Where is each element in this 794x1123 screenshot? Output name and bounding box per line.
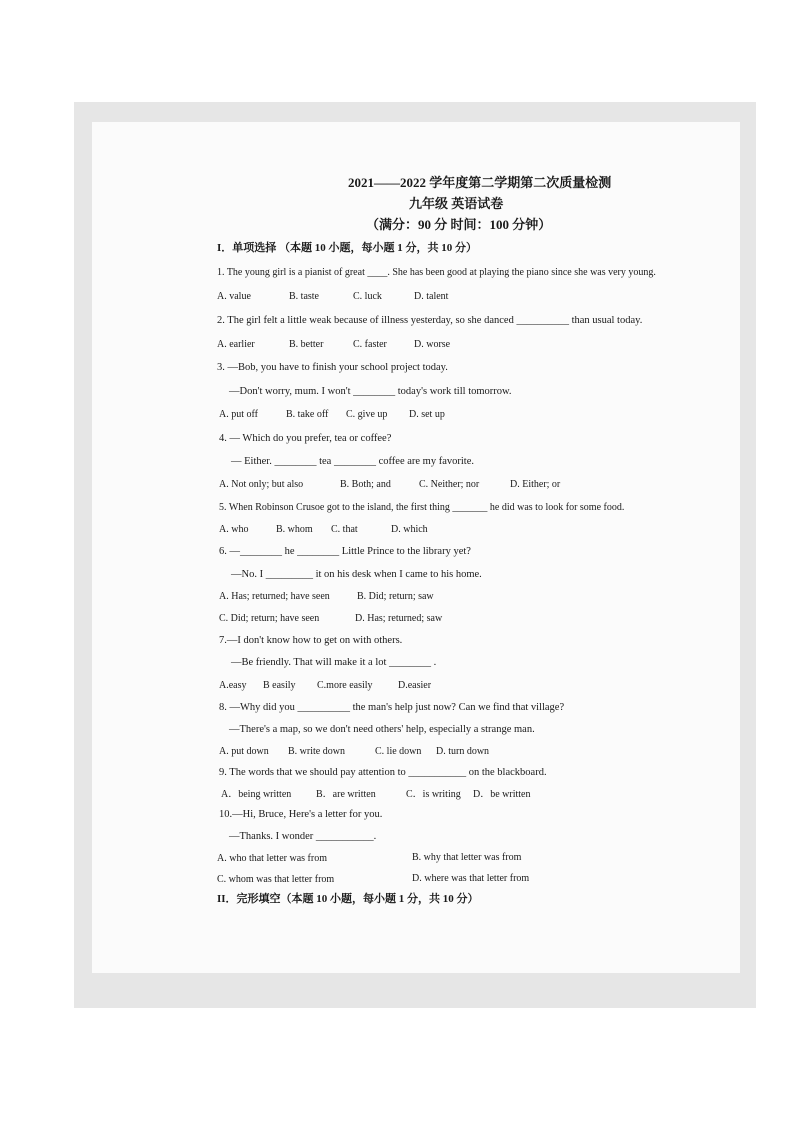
option: B. take off <box>286 409 329 420</box>
option: A. value <box>217 291 251 302</box>
option: D. which <box>391 524 428 535</box>
question-stem: —There's a map, so we don't need others' help, especially a strange man. <box>229 724 535 735</box>
option: D.easier <box>398 680 432 691</box>
option: B. write down <box>288 746 345 757</box>
option: B. why that letter was from <box>412 852 522 863</box>
option: A. put off <box>219 409 258 420</box>
option: A. Not only; but also <box>219 479 304 490</box>
option: D. Either; or <box>510 479 561 490</box>
option: A. who <box>219 524 249 535</box>
option: A. who that letter was from <box>217 853 327 864</box>
option: B. taste <box>289 291 319 302</box>
question-stem: 3. —Bob, you have to finish your school project today. <box>217 362 448 373</box>
option: C. whom was that letter from <box>217 874 335 885</box>
option: B. whom <box>276 524 313 535</box>
option: D. set up <box>409 409 445 420</box>
exam-subtitle: 九年级 英语试卷 <box>409 196 504 211</box>
section-heading: I．单项选择 （本题 10 小题，每小题 1 分，共 10 分） <box>217 242 478 254</box>
option: C. Did; return; have seen <box>219 613 320 624</box>
exam-title: 2021——2022 学年度第二学期第二次质量检测 <box>348 175 612 190</box>
option: A. earlier <box>217 339 255 350</box>
option: B. better <box>289 339 324 350</box>
question-stem: 6. —________ he ________ Little Prince to the library yet? <box>219 546 471 557</box>
option: A．being written <box>221 789 292 800</box>
question-stem: 5. When Robinson Crusoe got to the island, the first thing _______ he did was to look for some food. <box>219 502 625 513</box>
option: D. where was that letter from <box>412 873 530 884</box>
option: C. lie down <box>375 746 422 757</box>
option: D. talent <box>414 291 449 302</box>
question-stem: —No. I _________ it on his desk when I came to his home. <box>231 569 482 580</box>
option: B. Did; return; saw <box>357 591 434 602</box>
option: B easily <box>263 680 296 691</box>
question-stem: 2. The girl felt a little weak because of illness yesterday, so she danced __________ than usual today. <box>217 315 643 326</box>
option: B. Both; and <box>340 479 391 490</box>
question-stem: 4. — Which do you prefer, tea or coffee? <box>219 433 392 444</box>
option: D. Has; returned; saw <box>355 613 443 624</box>
question-stem: —Don't worry, mum. I won't ________ today's work till tomorrow. <box>229 386 512 397</box>
option: D．be written <box>473 789 531 800</box>
option: C. faster <box>353 339 387 350</box>
question-stem: 7.—I don't know how to get on with others. <box>219 635 403 646</box>
option: C. Neither; nor <box>419 479 480 490</box>
option: C. that <box>331 524 358 535</box>
option: D. worse <box>414 339 451 350</box>
option: A. Has; returned; have seen <box>219 591 330 602</box>
option: D. turn down <box>436 746 490 757</box>
option: A. put down <box>219 746 269 757</box>
score-time-line: （满分：90 分 时间：100 分钟） <box>366 217 552 232</box>
question-stem: 10.—Hi, Bruce, Here's a letter for you. <box>219 809 383 820</box>
question-stem: 9. The words that we should pay attention to ___________ on the blackboard. <box>219 767 547 778</box>
question-stem: — Either. ________ tea ________ coffee are my favorite. <box>231 456 474 467</box>
option: C.more easily <box>317 680 373 691</box>
option: C. give up <box>346 409 388 420</box>
option: C．is writing <box>406 789 461 800</box>
option: A.easy <box>219 680 247 691</box>
question-stem: 8. —Why did you __________ the man's help just now? Can we find that village? <box>219 702 565 713</box>
option: C. luck <box>353 291 382 302</box>
question-stem: —Be friendly. That will make it a lot ________ . <box>231 657 437 668</box>
section-heading: II．完形填空（本题 10 小题，每小题 1 分，共 10 分） <box>217 893 479 905</box>
question-stem: 1. The young girl is a pianist of great ____. She has been good at playing the piano since she was very young. <box>217 267 656 278</box>
question-stem: —Thanks. I wonder ___________. <box>229 831 377 842</box>
option: B．are written <box>316 789 376 800</box>
